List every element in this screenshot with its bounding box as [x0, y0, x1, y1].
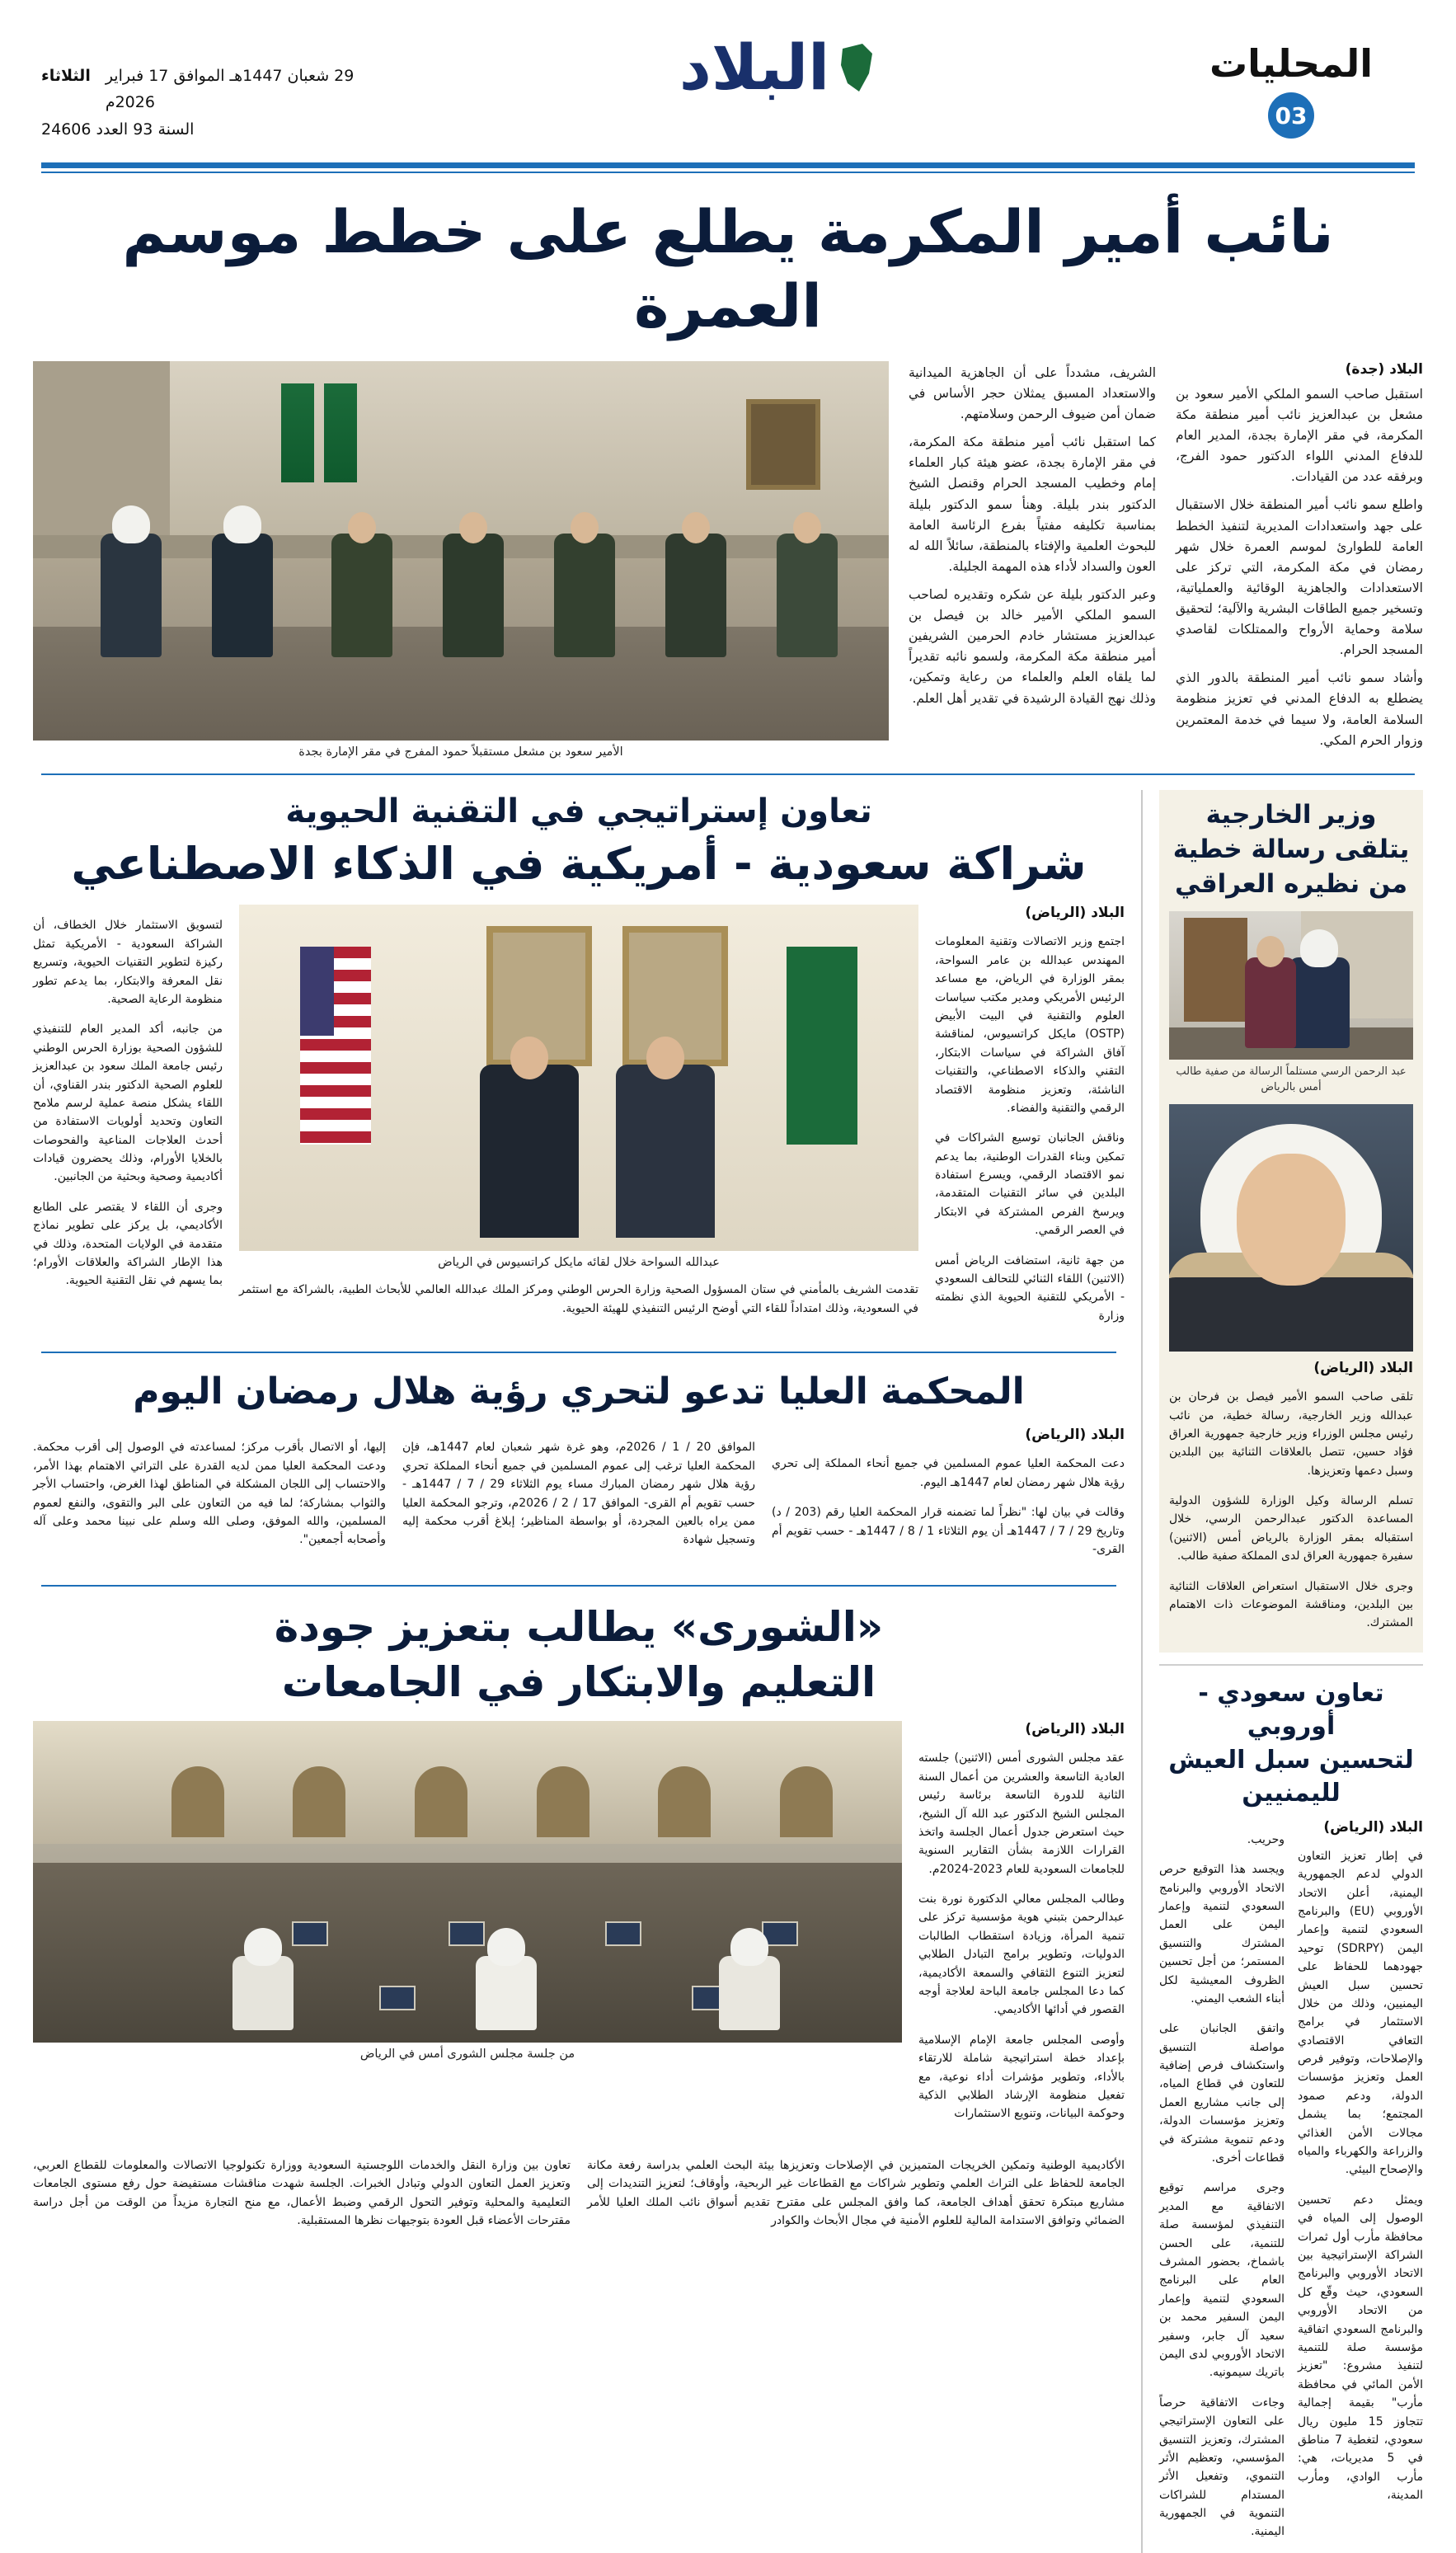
- paragraph: في إطار تعزيز التعاون الدولي لدعم الجمهورية اليمنية، أعلن الاتحاد الأوروبي (EU) والبرنامج السعودي لتنمية وإعمار اليمن (SDRPY) توحيد جهودهما للحفاظ على تحسين سبل العيش اليمنيين، وذلك من خلال الاستثمار في برامج التعافي الاقتصادي والإصلاحات، وتوفير فرص العمل وتعزيز مؤسسات الدولة، ودعم صمود المجتمع؛ بما يشمل مجالات الأمن الغذائي والزراعة والكهرباء والمياه والإصحاح البيئي.: [1298, 1849, 1423, 2177]
- hijri-date: 29 شعبان 1447هـ الموافق 17 فبراير 2026م: [105, 67, 355, 112]
- ai-photo-block: [239, 905, 918, 1337]
- paragraph: واطلع سمو نائب أمير المنطقة خلال الاستقبال على جهد واستعدادات المديرية لتنفيذ الخطط العامة للطوارئ لموسم العمرة خلال شهر رمضان في مكة المكرمة، التي تركز على الاستعدادات والجاهزية الوقائية والعملياتية، وتسخير جميع الطاقات البشرية والآلية؛ لتحقيق سلامة وحماية الأرواح والممتلكات لقاصدي المسجد الحرام.: [1176, 497, 1423, 658]
- paragraph: ويجسد هذا التوقيع حرص الاتحاد الأوروبي والبرنامج السعودي لتنمية وإعمار اليمن على العمل المشترك والتنسيق المستمر؛ من أجل تحسين الظروف المعيشية لكل أبناء الشعب اليمني.: [1159, 1863, 1285, 2005]
- yemen-col-left: [1159, 1819, 1285, 2553]
- ai-col-right: [935, 905, 1125, 1337]
- main-column: [33, 790, 1125, 2553]
- paragraph: وجرى مراسم توقيع الاتفاقية مع المدير التنفيذي لمؤسسة صلة للتنمية، على الحسن باشماخ، بحضور المشرف العام على البرنامج السعودي لتنمية وإعمار اليمن السفير محمد بن سعيد آل جابر، وسفير الاتحاد الأوروبي لدى اليمن باتريك سيمونيه.: [1159, 2181, 1285, 2380]
- sidebar-divider: [1159, 1664, 1423, 1666]
- paragraph: وناقش الجانبان توسيع الشراكات في تمكين وبناء القدرات الوطنية، بما يدعم نمو الاقتصاد الرقمي، ويسرع استفادة البلدين في سائر التقنيات المتقدمة، ويرسخ الفرص المشتركة في الابتكار في العصر الرقمي.: [935, 1131, 1125, 1238]
- paragraph: وقالت في بيان لها: "نظراً لما تضمنه قرار المحكمة العليا رقم (203 / د) وتاريخ 29 / 7 / 1447هـ أن يوم الثلاثاء 1 / 8 / 1447هـ - حسب تقويم أم القرى-: [772, 1506, 1125, 1556]
- yemen-col-right: [1298, 1819, 1423, 2553]
- paragraph: وجرى أن اللقاء لا يقتصر على الطابع الأكاديمي، بل يركز على تطوير نماذج متقدمة في الولايات المتحدة، وذلك في هذا الإطار الشراكة والعلاقات الأورام؛ بما يسهم في نقل التقنية الحيوية.: [33, 1200, 223, 1288]
- yemen-headline-2: لتحسين سبل العيش لليمنيين: [1168, 1745, 1414, 1808]
- yemen-headline-1: تعاون سعودي - أوروبي: [1198, 1678, 1384, 1742]
- shura-photo: [33, 1721, 902, 2043]
- sidebar-column: [1159, 790, 1423, 2553]
- paragraph: دعت المحكمة العليا عموم المسلمين في جميع أنحاء المملكة إلى تحري رؤية هلال شهر رمضان لعام 1447هـ اليوم.: [772, 1457, 1125, 1489]
- paragraph: تسلم الرسالة وكيل الوزارة للشؤون الدولية المساعدة الدكتور عبدالرحمن الرسي، خلال استقباله بمقر الوزارة بالرياض أمس (الاثنين) سفيرة جمهورية العراق لدى المملكة صفية طالب.: [1169, 1494, 1413, 1563]
- court-col-mid: [402, 1427, 755, 1570]
- lead-col2-text: [909, 363, 1156, 709]
- issue-number: السنة 93 العدد 24606: [41, 120, 195, 139]
- court-dateline: البلاد (الرياض): [1025, 1427, 1125, 1444]
- ai-col-mid: [33, 905, 223, 1337]
- fm-photo-caption: عبد الرحمن الرسي مستلماً الرسالة من صفية طالب أمس بالرياض: [1176, 1065, 1407, 1094]
- court-col-left: [33, 1427, 386, 1570]
- ai-story: [33, 790, 1125, 1337]
- ai-headline: شراكة سعودية - أمريكية في الذكاء الاصطناعي: [71, 837, 1087, 890]
- section-title: المحليات: [1209, 41, 1374, 86]
- paragraph: الأكاديمية الوطنية وتمكين الخريجات المتميزين في الإصلاحات وتعزيزها بيئة البحث العلمي بدراسة رفعة مكانة الجامعة للحفاظ على التراث العلمي وتطوير شراكات مع القطاعات غير الربحية، وأوقاف؛ لتعزيز التنديدات إلى مشاريع مبتكرة تحقق أهداف الجامعة، كما وافق المجلس على مقترح تقديم أسواق نائب الملك العليا للأمر الضمائي وتوافق الاستدامة المالية للعلوم الأمنية في مجال الأبحاث والكوادر: [587, 2158, 1125, 2227]
- paragraph: وطالب المجلس معالي الدكتورة نورة بنت عبدالرحمن بتبني هوية مؤسسية تركز على تنمية المرأة، وزيادة استقطاب الطالبات الدوليات، وتطوير برامج التبادل الطلابي لتعزيز التنوع الثقافي والسمعة الأكاديمية، كما دعا المجلس جامعة الباحة لعلاجة أوجه القصور في أدائها الأكاديمي.: [918, 1892, 1125, 2017]
- masthead-rule-thin: [41, 172, 1415, 173]
- shura-headline-2: التعليم والابتكار في الجامعات: [281, 1657, 876, 1706]
- fm-headline: وزير الخارجية يتلقى رسالة خطية من نظيره العراقي: [1172, 799, 1410, 899]
- paragraph: لتسويق الاستثمار خلال الخطاف، أن الشراكة السعودية - الأمريكية تمثل ركيزة لتطوير التقنيات الحيوية، وتسريع نقل المعرفة والابتكار، بما يدعم تطور منظومة الرعاية الصحية.: [33, 919, 223, 1006]
- paragraph: استقبل صاحب السمو الملكي الأمير سعود بن مشعل بن عبدالعزيز نائب أمير منطقة مكة المكرمة، في مقر الإمارة بجدة، المدير العام للدفاع المدني اللواء الدكتور حمود الفرج، وبرفقه عدد من القيادات.: [1176, 386, 1423, 485]
- yemen-dateline: البلاد (الرياض): [1323, 1818, 1423, 1836]
- lead-photo-caption: الأمير سعود بن مشعل مستقبلاً حمود المفرج في مقر الإمارة بجدة: [298, 745, 623, 759]
- paragraph: تعاون بين وزارة النقل والخدمات اللوجستية السعودية ووزارة تكنولوجيا الاتصالات والمعلومات للقطاع العربي، وتعزيز العمل التعاون الدولي وتبادل الخبرات. الجلسة شهدت مناقشات مستفيضة حول رفع مستوى الجامعات التعليمية والمحلية وتوفير التحول الرقمي وضبط الأعمال، مع منح التجارة مزيداً من الوقت من أجل دراسة مقترحات الأعضاء قبل العودة بتوجيهات نظرها المستقبلية.: [33, 2158, 571, 2227]
- paragraph: وجرى خلال الاستقبال استعراض العلاقات الثنائية بين البلدين، ومناقشة الموضوعات ذات الاهتمام المشترك.: [1169, 1579, 1413, 1630]
- fm-body: [1169, 1388, 1413, 1633]
- lead-photo: [33, 361, 889, 741]
- weekday: الثلاثاء: [41, 67, 91, 85]
- shura-story: [33, 1601, 1125, 2241]
- shura-col-mid: [587, 2145, 1125, 2242]
- section-divider-1: [41, 773, 1415, 775]
- paragraph: وحريب.: [1247, 1832, 1285, 1846]
- lead-headline: نائب أمير المكرمة يطلع على خطط موسم العمرة: [122, 196, 1334, 341]
- section-divider-3: [41, 1585, 1116, 1587]
- page-number-badge: 03: [1268, 92, 1314, 139]
- shura-headline-1: «الشورى» يطالب بتعزيز جودة: [274, 1603, 884, 1652]
- masthead: [33, 0, 1423, 151]
- paragraph: تقدمت الشريف بالمأمني في ستان المسؤول الصحية وزارة الحرس الوطني ومركز الملك عبدالله العالمي للأبحاث الطبية، بالشراكة مع استثمر في السعودية، وذلك امتداداً للقاء التي أوضح الرئيس التنفيذي للهيئة الحيوية.: [239, 1283, 918, 1315]
- mid-block: [33, 790, 1423, 2553]
- paragraph: وجاءت الاتفاقية حرصاً على التعاون الإستراتيجي المشترك، وتعزيز التنسيق المؤسسي، وتعظيم الأثر التنموي، وتفعيل الأثر المستدام للشراكات التنموية في الجمهورية اليمنية.: [1159, 2395, 1285, 2539]
- shura-photo-caption: من جلسة مجلس الشورى أمس في الرياض: [359, 2048, 575, 2062]
- fm-photo: [1169, 911, 1413, 1060]
- paragraph: وعبر الدكتور بليلة عن شكره وتقديره لصاحب السمو الملكي الأمير خالد بن فيصل بن عبدالعزيز مستشار خادم الحرمين الشريفين أمير منطقة مكة المكرمة، ولسمو نائبه تقديراً لما يلقاه العلم والعلماء من رعاية وتمكين، وذلك نهج القيادة الرشيدة في تقدير أهل العلم.: [909, 586, 1156, 706]
- paragraph: ويمثل دعم تحسين الوصول إلى المياه في محافظة مأرب أول ثمرات الشراكة الإستراتيجية بين الاتحاد الأوروبي والبرنامج السعودي، حيث وقّع كل من الاتحاد الأوروبي والبرنامج السعودي اتفاقية مؤسسة صلة للتنمية لتنفيذ مشروع: "تعزيز الأمن المائي في محافظة مأرب" بقيمة إجمالية تتجاوز 15 مليون ريال سعودي، لتغطية 7 مناطق في 5 مديريات، هي: مأرب الوادي، ومأرب المدينة،: [1298, 2193, 1424, 2503]
- court-headline: المحكمة العليا تدعو لتحري رؤية هلال رمضان اليوم: [133, 1371, 1025, 1413]
- paper-name: البلاد: [679, 31, 830, 104]
- lead-column-2: [909, 361, 1156, 759]
- shura-photo-block: [33, 1721, 902, 2134]
- lead-col1-text: [1176, 384, 1423, 751]
- paragraph: تلقى صاحب السمو الأمير فيصل بن فرحان بن عبدالله وزير الخارجية، رسالة خطية، من نائب رئيس مجلس الوزراء وزير خارجية جمهورية العراق فؤاد حسين، تتصل بالعلاقات الثنائية بين البلدين وسبل دعمها وتعزيزها.: [1169, 1390, 1413, 1478]
- masthead-section-block: [1167, 41, 1415, 139]
- paragraph: واتفق الجانبان على مواصلة التنسيق واستكشاف فرص إضافية للتعاون في قطاع المياه، إلى جانب مشاريع العمل وتعزيز مؤسسات الدولة، ودعم تنموية مشتركة في قطاعات أخرى.: [1159, 2022, 1285, 2165]
- shura-col-left: [33, 2145, 571, 2242]
- lead-dateline: البلاد (جدة): [1345, 360, 1423, 378]
- masthead-rule: [41, 162, 1415, 168]
- ai-kicker: تعاون إستراتيجي في التقنية الحيوية: [285, 792, 872, 830]
- shura-dateline: البلاد (الرياض): [1025, 1721, 1125, 1738]
- masthead-logo: [679, 31, 876, 104]
- paragraph: وأوصى المجلس جامعة الإمام الإسلامية بإعداد خطة استراتيجية شاملة للارتقاء بالأداء، وتطوير مؤشرات أداء نوعية، مع تفعيل منظومة الإرشاد الطلابي الذكية وحوكمة البيانات، وتنويع الاستثمارات: [918, 2033, 1125, 2121]
- ai-dateline: البلاد (الرياض): [1025, 905, 1125, 922]
- paragraph: إليها، أو الاتصال بأقرب مركز؛ لمساعدته في الوصول إلى أقرب محكمة. ودعت المحكمة العليا ممن لديه القدرة على التراثي الاهتمام بهذا الأمر، والاحتساب إلى اللجان المشكلة في المناطق لهذا الغرض، واحتساب الأجر والثواب بمشاركة؛ لما فيه من التعاون على البر والتقوى، والنفع لعموم المسلمين، والله الموفق، وصلى الله وسلم على نبينا محمد وعلى آله وأصحابه أجمعين".: [33, 1441, 386, 1547]
- ai-col-left: [239, 1281, 918, 1318]
- lead-story: [33, 361, 1423, 759]
- paragraph: وأشاد سمو نائب أمير المنطقة بالدور الذي يضطلع به الدفاع المدني في تعزيز منظومة السلامة العامة، ولا سيما في خدمة المعتمرين وزوار الحرم المكي.: [1176, 670, 1423, 748]
- paragraph: كما استقبل نائب أمير منطقة مكة المكرمة، في مقر الإمارة بجدة، عضو هيئة كبار العلماء إمام وخطيب المسجد الحرام وقنصل الشيخ الدكتور بندر بليلة. وهنأ سمو الدكتور بليلة بمناسبة تكليفه مفتياً بفرع الرئاسة العامة للبحوث العلمية والإفتاء بالمنطقة، سائلاً الله له العون والسداد لأداء هذه المهمة الجليلة.: [909, 435, 1156, 574]
- paragraph: من جانبه، أكد المدير العام للتنفيذي للشؤون الصحية بوزارة الحرس الوطني رئيس جامعة الملك سعود بن عبدالعزيز للعلوم الصحية الدكتور بندر القناوي، أن اللقاء يشكل منصة عملية لرسم ملامح التعاون وتحديد أولويات الاستفادة من أحدث العلاجات المناعية والفحوصات بالخلايا الأورام، وذلك يحضرون قيادات أكاديمية وصحية وبحثية من الجانبين.: [33, 1023, 223, 1184]
- masthead-date-block: [41, 63, 387, 143]
- yemen-story: [1159, 1677, 1423, 2553]
- lead-column-1: [1176, 361, 1423, 759]
- ai-photo: [239, 905, 918, 1251]
- paragraph: الموافق 20 / 1 / 2026م، وهو غرة شهر شعبان لعام 1447هـ، فإن المحكمة العليا ترغب إلى عموم المسلمين في جميع أنحاء المملكة تحري رؤية هلال شهر رمضان المبارك مساء يوم الثلاثاء 29 / 7 / 1447هـ - حسب تقويم أم القرى- الموافق 17 / 2 / 2026م، وترجو المحكمة العليا ممن يراه بالعين المجردة، أو بواسطة المناظير؛ إبلاغ أقرب محكمة إليه وتسجيل شهادة: [402, 1441, 755, 1547]
- vertical-divider-1: [1141, 790, 1143, 2553]
- paragraph: الشريف، مشدداً على أن الجاهزية الميدانية والاستعداد المسبق يمثلان حجر الأساس في ضمان أمن ضيوف الرحمن وسلامتهم.: [909, 364, 1156, 422]
- paragraph: عقد مجلس الشورى أمس (الاثنين) جلسته العادية التاسعة والعشرين من أعمال السنة الثانية للدورة التاسعة برئاسة رئيس المجلس الشيخ الدكتور عبد الله آل الشيخ، حيث استعرض جدول أعمال الجلسة واتخذ القرارات اللازمة بشأن التقارير السنوية للجامعات السعودية للعام 2023-2024م.: [918, 1751, 1125, 1876]
- fm-dateline: البلاد (الرياض): [1313, 1360, 1413, 1377]
- saudi-map-icon: [838, 40, 876, 95]
- paragraph: من جهة ثانية، استضافت الرياض أمس (الاثنين) اللقاء الثنائي للتحالف السعودي - الأمريكي للتقنية الحيوية الذي نظمته وزارة: [935, 1253, 1125, 1323]
- paragraph: اجتمع وزير الاتصالات وتقنية المعلومات المهندس عبدالله بن عامر السواحة، بمقر الوزارة في الرياض، مع مساعد الرئيس الأمريكي ومدير مكتب سياسات العلوم والتقنية في البيت الأبيض (OSTP) مايكل كراتسيوس، لمناقشة آفاق الشراكة في سياسات الابتكار، التقني والذكاء الاصطناعي، والتقنيات الناشئة، وتعزيز منظومة الاقتصاد الرقمي والتقنية والفضاء.: [935, 935, 1125, 1115]
- shura-col-right: [918, 1721, 1125, 2134]
- lead-photo-block: [33, 361, 889, 759]
- fm-portrait-photo: [1169, 1104, 1413, 1352]
- court-story: [33, 1368, 1125, 1570]
- court-col-right: [772, 1427, 1125, 1570]
- ai-photo-caption: عبدالله السواحة خلال لقائه مايكل كراتسيوس في الرياض: [438, 1256, 720, 1270]
- section-divider-2: [41, 1352, 1116, 1353]
- fm-story: [1159, 790, 1423, 1653]
